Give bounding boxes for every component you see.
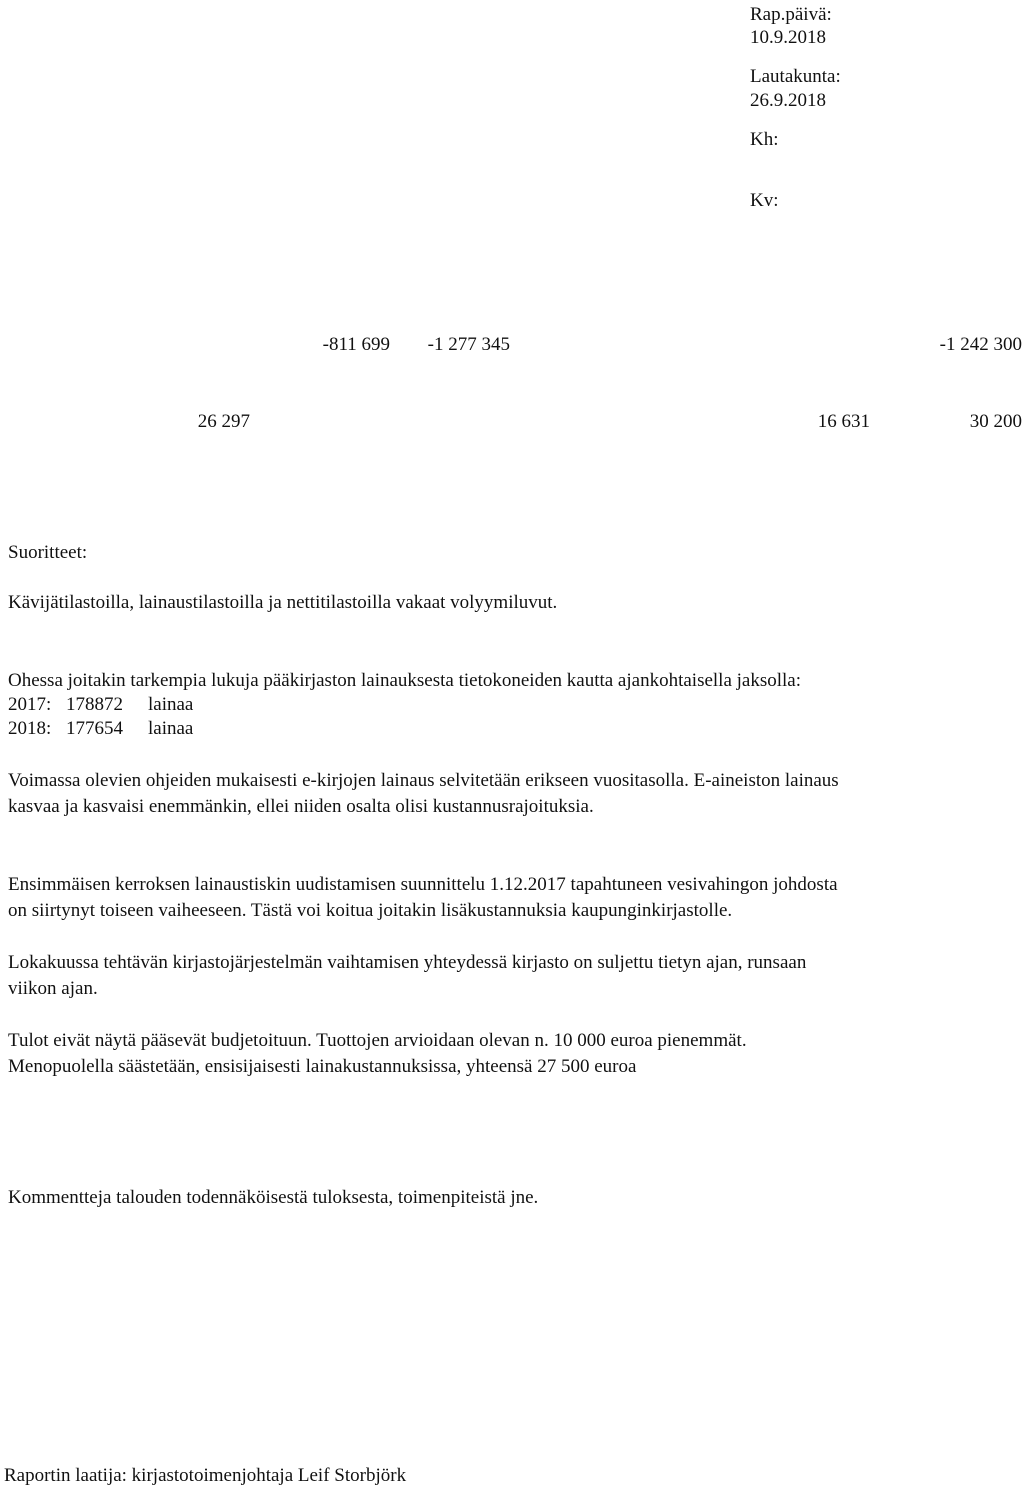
loan-unit: lainaa: [148, 718, 194, 739]
ebook-line-1: Voimassa olevien ohjeiden mukaisesti e-kirjojen lainaus selvitetään erikseen vuositasolla. E-aineiston lainaus: [8, 770, 839, 791]
desk-renovation-line-1: Ensimmäisen kerroksen lainaustiskin uudistamisen suunnittelu 1.12.2017 tapahtuneen vesivahingon johdosta: [8, 874, 838, 895]
loan-year: 2017:: [8, 694, 52, 715]
loan-year: 2018:: [8, 718, 52, 739]
income-line-2: Menopuolella säästetään, ensisijaisesti lainakustannuksissa, yhteensä 27 500 euroa: [8, 1056, 637, 1077]
visitor-stats-line: Kävijätilastoilla, lainaustilastoilla ja nettitilastoilla vakaat volyymiluvut.: [8, 592, 558, 613]
loan-count: 178872: [66, 694, 123, 715]
board-date-label: Lautakunta:: [750, 66, 841, 87]
loan-unit: lainaa: [148, 694, 194, 715]
figure-row2-col3: 30 200: [969, 411, 1022, 432]
system-change-line-1: Lokakuussa tehtävän kirjastojärjestelmän vaihtamisen yhteydessä kirjasto on suljettu tietyn ajan, runsaan: [8, 952, 807, 973]
desk-renovation-line-2: on siirtynyt toiseen vaiheeseen. Tästä voi koitua joitakin lisäkustannuksia kaupunginkirjastolle.: [8, 900, 733, 921]
ebook-line-2: kasvaa ja kasvaisi enemmänkin, ellei niiden osalta olisi kustannusrajoituksia.: [8, 796, 594, 817]
loan-count: 177654: [66, 718, 123, 739]
figure-row2-col1: 26 297: [197, 411, 250, 432]
kh-label: Kh:: [750, 129, 779, 150]
figure-row1-col1: -811 699: [322, 334, 390, 355]
loan-row-2017: [8, 692, 268, 718]
figure-row1-col3: -1 242 300: [939, 334, 1022, 355]
board-date-value: 26.9.2018: [750, 90, 826, 111]
suoritteet-heading: Suoritteet:: [8, 542, 88, 563]
report-author: Raportin laatija: kirjastotoimenjohtaja Leif Storbjörk: [4, 1465, 407, 1486]
comments-heading: Kommentteja talouden todennäköisestä tuloksesta, toimenpiteistä jne.: [8, 1187, 539, 1208]
loan-intro-line: Ohessa joitakin tarkempia lukuja pääkirjaston lainauksesta tietokoneiden kautta ajankohtaisella jaksolla:: [8, 670, 802, 691]
system-change-line-2: viikon ajan.: [8, 978, 98, 999]
figure-row2-col2: 16 631: [817, 411, 870, 432]
income-line-1: Tulot eivät näytä pääsevät budjetoituun. Tuottojen arvioidaan olevan n. 10 000 euroa pienemmät.: [8, 1030, 747, 1051]
figure-row1-col2: -1 277 345: [427, 334, 510, 355]
report-date-value: 10.9.2018: [750, 27, 826, 48]
kv-label: Kv:: [750, 190, 779, 211]
loan-row-2018: [8, 716, 268, 742]
report-date-label: Rap.päivä:: [750, 4, 832, 25]
